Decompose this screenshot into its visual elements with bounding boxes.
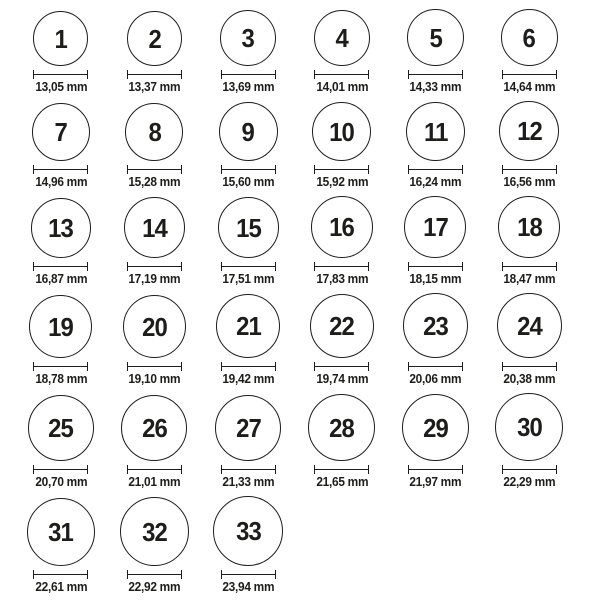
- size-number: 1: [54, 23, 68, 54]
- diameter-measure-line: [127, 465, 182, 474]
- size-cell: [407, 9, 464, 95]
- size-circle: [213, 496, 283, 566]
- size-cell: [216, 294, 280, 387]
- size-circle: [402, 394, 469, 461]
- size-number: 23: [423, 310, 448, 341]
- diameter-label: 20,06 mm: [409, 372, 462, 386]
- diameter-measure-line: [502, 262, 557, 271]
- diameter-label: 21,33 mm: [222, 475, 275, 489]
- size-cell: [218, 197, 279, 287]
- diameter-label: 16,24 mm: [409, 175, 462, 189]
- size-cell: [32, 103, 90, 190]
- size-cell: [125, 103, 183, 190]
- diameter-measure-line: [502, 70, 557, 79]
- size-circle: [403, 293, 468, 358]
- size-number: 21: [235, 311, 261, 341]
- size-cell: [27, 498, 95, 595]
- size-circle: [310, 294, 374, 358]
- size-circle: [28, 395, 94, 461]
- size-number: 28: [329, 412, 355, 443]
- size-number: 29: [423, 412, 448, 443]
- diameter-measure-line: [408, 262, 463, 271]
- size-number: 24: [516, 310, 542, 341]
- size-number: 33: [235, 516, 261, 546]
- size-number: 20: [142, 311, 167, 342]
- size-cell: [311, 196, 373, 287]
- size-cell: [403, 293, 468, 387]
- size-number: 13: [48, 213, 74, 243]
- size-circle: [311, 196, 373, 258]
- size-circle: [218, 197, 279, 258]
- diameter-measure-line: [314, 70, 369, 79]
- size-number: 4: [335, 23, 349, 53]
- diameter-label: 21,65 mm: [315, 475, 368, 489]
- diameter-label: 14,96 mm: [34, 175, 87, 189]
- diameter-label: 21,97 mm: [409, 475, 462, 489]
- diameter-label: 19,74 mm: [315, 372, 368, 386]
- diameter-measure-line: [502, 465, 557, 474]
- size-circle: [32, 103, 90, 161]
- size-cell: [501, 9, 558, 95]
- size-cell: [213, 496, 283, 595]
- diameter-label: 15,28 mm: [128, 175, 181, 189]
- size-cell: [404, 196, 466, 287]
- size-circle: [123, 295, 186, 358]
- size-number: 10: [329, 116, 355, 147]
- diameter-label: 15,60 mm: [222, 175, 275, 189]
- diameter-measure-line: [127, 165, 182, 174]
- size-circle: [312, 102, 371, 161]
- diameter-measure-line: [408, 165, 463, 174]
- diameter-label: 16,87 mm: [34, 272, 87, 286]
- size-number: 17: [423, 212, 448, 242]
- size-number: 31: [48, 517, 74, 547]
- size-cell: [123, 295, 186, 387]
- size-circle: [498, 196, 560, 258]
- size-cell: [312, 102, 371, 190]
- size-cell: [402, 394, 469, 490]
- diameter-label: 14,01 mm: [315, 80, 368, 94]
- diameter-measure-line: [33, 165, 88, 174]
- size-number: 3: [241, 23, 255, 53]
- size-number: 16: [329, 212, 355, 242]
- size-circle: [407, 9, 464, 66]
- diameter-measure-line: [127, 570, 182, 579]
- size-circle: [33, 11, 88, 66]
- size-circle: [497, 293, 562, 358]
- size-cell: [220, 10, 276, 95]
- diameter-label: 17,51 mm: [222, 272, 275, 286]
- size-cell: [495, 393, 563, 490]
- size-circle: [27, 498, 95, 566]
- diameter-measure-line: [221, 165, 276, 174]
- size-number: 2: [148, 23, 161, 54]
- diameter-label: 19,10 mm: [128, 372, 181, 386]
- diameter-label: 18,15 mm: [409, 272, 462, 286]
- diameter-measure-line: [127, 362, 182, 371]
- size-number: 19: [48, 311, 74, 342]
- size-cell: [28, 395, 94, 490]
- diameter-label: 20,38 mm: [503, 372, 556, 386]
- diameter-measure-line: [502, 362, 557, 371]
- diameter-measure-line: [33, 262, 88, 271]
- size-number: 6: [522, 22, 536, 53]
- size-number: 22: [329, 311, 355, 341]
- diameter-measure-line: [314, 165, 369, 174]
- size-number: 26: [142, 413, 167, 443]
- size-circle: [499, 101, 559, 161]
- size-circle: [314, 10, 370, 66]
- diameter-measure-line: [221, 362, 276, 371]
- diameter-label: 14,64 mm: [503, 80, 556, 94]
- size-cell: [33, 11, 88, 95]
- size-cell: [124, 197, 185, 287]
- diameter-label: 14,33 mm: [409, 80, 462, 94]
- diameter-measure-line: [221, 465, 276, 474]
- size-cell: [314, 10, 370, 95]
- size-cell: [127, 11, 182, 95]
- size-number: 8: [148, 117, 161, 147]
- size-cell: [406, 102, 465, 190]
- size-number: 11: [423, 116, 448, 147]
- diameter-label: 13,05 mm: [34, 80, 87, 94]
- size-number: 14: [142, 212, 167, 243]
- size-cell: [29, 295, 92, 387]
- size-number: 30: [516, 412, 542, 442]
- diameter-label: 17,83 mm: [315, 272, 368, 286]
- diameter-measure-line: [314, 262, 369, 271]
- diameter-measure-line: [221, 70, 276, 79]
- size-number: 32: [142, 516, 167, 547]
- size-circle: [404, 196, 466, 258]
- diameter-label: 18,47 mm: [503, 272, 556, 286]
- diameter-label: 13,37 mm: [128, 80, 181, 94]
- size-circle: [215, 395, 281, 461]
- size-cell: [498, 196, 560, 287]
- diameter-measure-line: [221, 262, 276, 271]
- size-circle: [220, 10, 276, 66]
- size-cell: [31, 198, 91, 287]
- size-cell: [310, 294, 374, 387]
- size-cell: [121, 395, 187, 490]
- diameter-measure-line: [33, 362, 88, 371]
- diameter-measure-line: [33, 570, 88, 579]
- diameter-label: 22,92 mm: [128, 580, 181, 594]
- diameter-measure-line: [502, 165, 557, 174]
- size-cell: [308, 394, 375, 490]
- diameter-label: 13,69 mm: [222, 80, 275, 94]
- diameter-label: 23,94 mm: [222, 580, 275, 594]
- size-circle: [501, 9, 558, 66]
- size-circle: [120, 497, 189, 566]
- size-circle: [308, 394, 375, 461]
- diameter-label: 19,42 mm: [222, 372, 275, 386]
- size-circle: [124, 197, 185, 258]
- diameter-measure-line: [127, 70, 182, 79]
- diameter-measure-line: [221, 570, 276, 579]
- diameter-measure-line: [314, 465, 369, 474]
- size-cell: [499, 101, 559, 190]
- diameter-measure-line: [127, 262, 182, 271]
- size-cell: [120, 497, 189, 595]
- size-number: 18: [516, 212, 542, 242]
- size-number: 12: [516, 116, 542, 146]
- size-circle: [29, 295, 92, 358]
- size-circle: [216, 294, 280, 358]
- diameter-measure-line: [408, 362, 463, 371]
- size-circle: [219, 102, 278, 161]
- diameter-label: 21,01 mm: [128, 475, 181, 489]
- diameter-label: 18,78 mm: [34, 372, 87, 386]
- diameter-label: 20,70 mm: [34, 475, 87, 489]
- size-number: 7: [54, 117, 68, 147]
- size-cell: [215, 395, 281, 490]
- diameter-label: 17,19 mm: [128, 272, 181, 286]
- size-circle: [495, 393, 563, 461]
- size-number: 27: [235, 413, 261, 443]
- size-circle: [31, 198, 91, 258]
- diameter-label: 22,61 mm: [34, 580, 87, 594]
- diameter-measure-line: [33, 70, 88, 79]
- size-cell: [219, 102, 278, 190]
- diameter-measure-line: [408, 465, 463, 474]
- diameter-label: 16,56 mm: [503, 175, 556, 189]
- diameter-label: 15,92 mm: [315, 175, 368, 189]
- size-circle: [127, 11, 182, 66]
- size-number: 15: [235, 212, 261, 243]
- size-circle: [406, 102, 465, 161]
- size-cell: [497, 293, 562, 387]
- size-circle: [125, 103, 183, 161]
- diameter-measure-line: [408, 70, 463, 79]
- diameter-measure-line: [314, 362, 369, 371]
- size-number: 5: [429, 22, 442, 53]
- size-number: 25: [48, 413, 74, 443]
- diameter-label: 22,29 mm: [503, 475, 556, 489]
- diameter-measure-line: [33, 465, 88, 474]
- size-circle: [121, 395, 187, 461]
- size-number: 9: [241, 116, 255, 147]
